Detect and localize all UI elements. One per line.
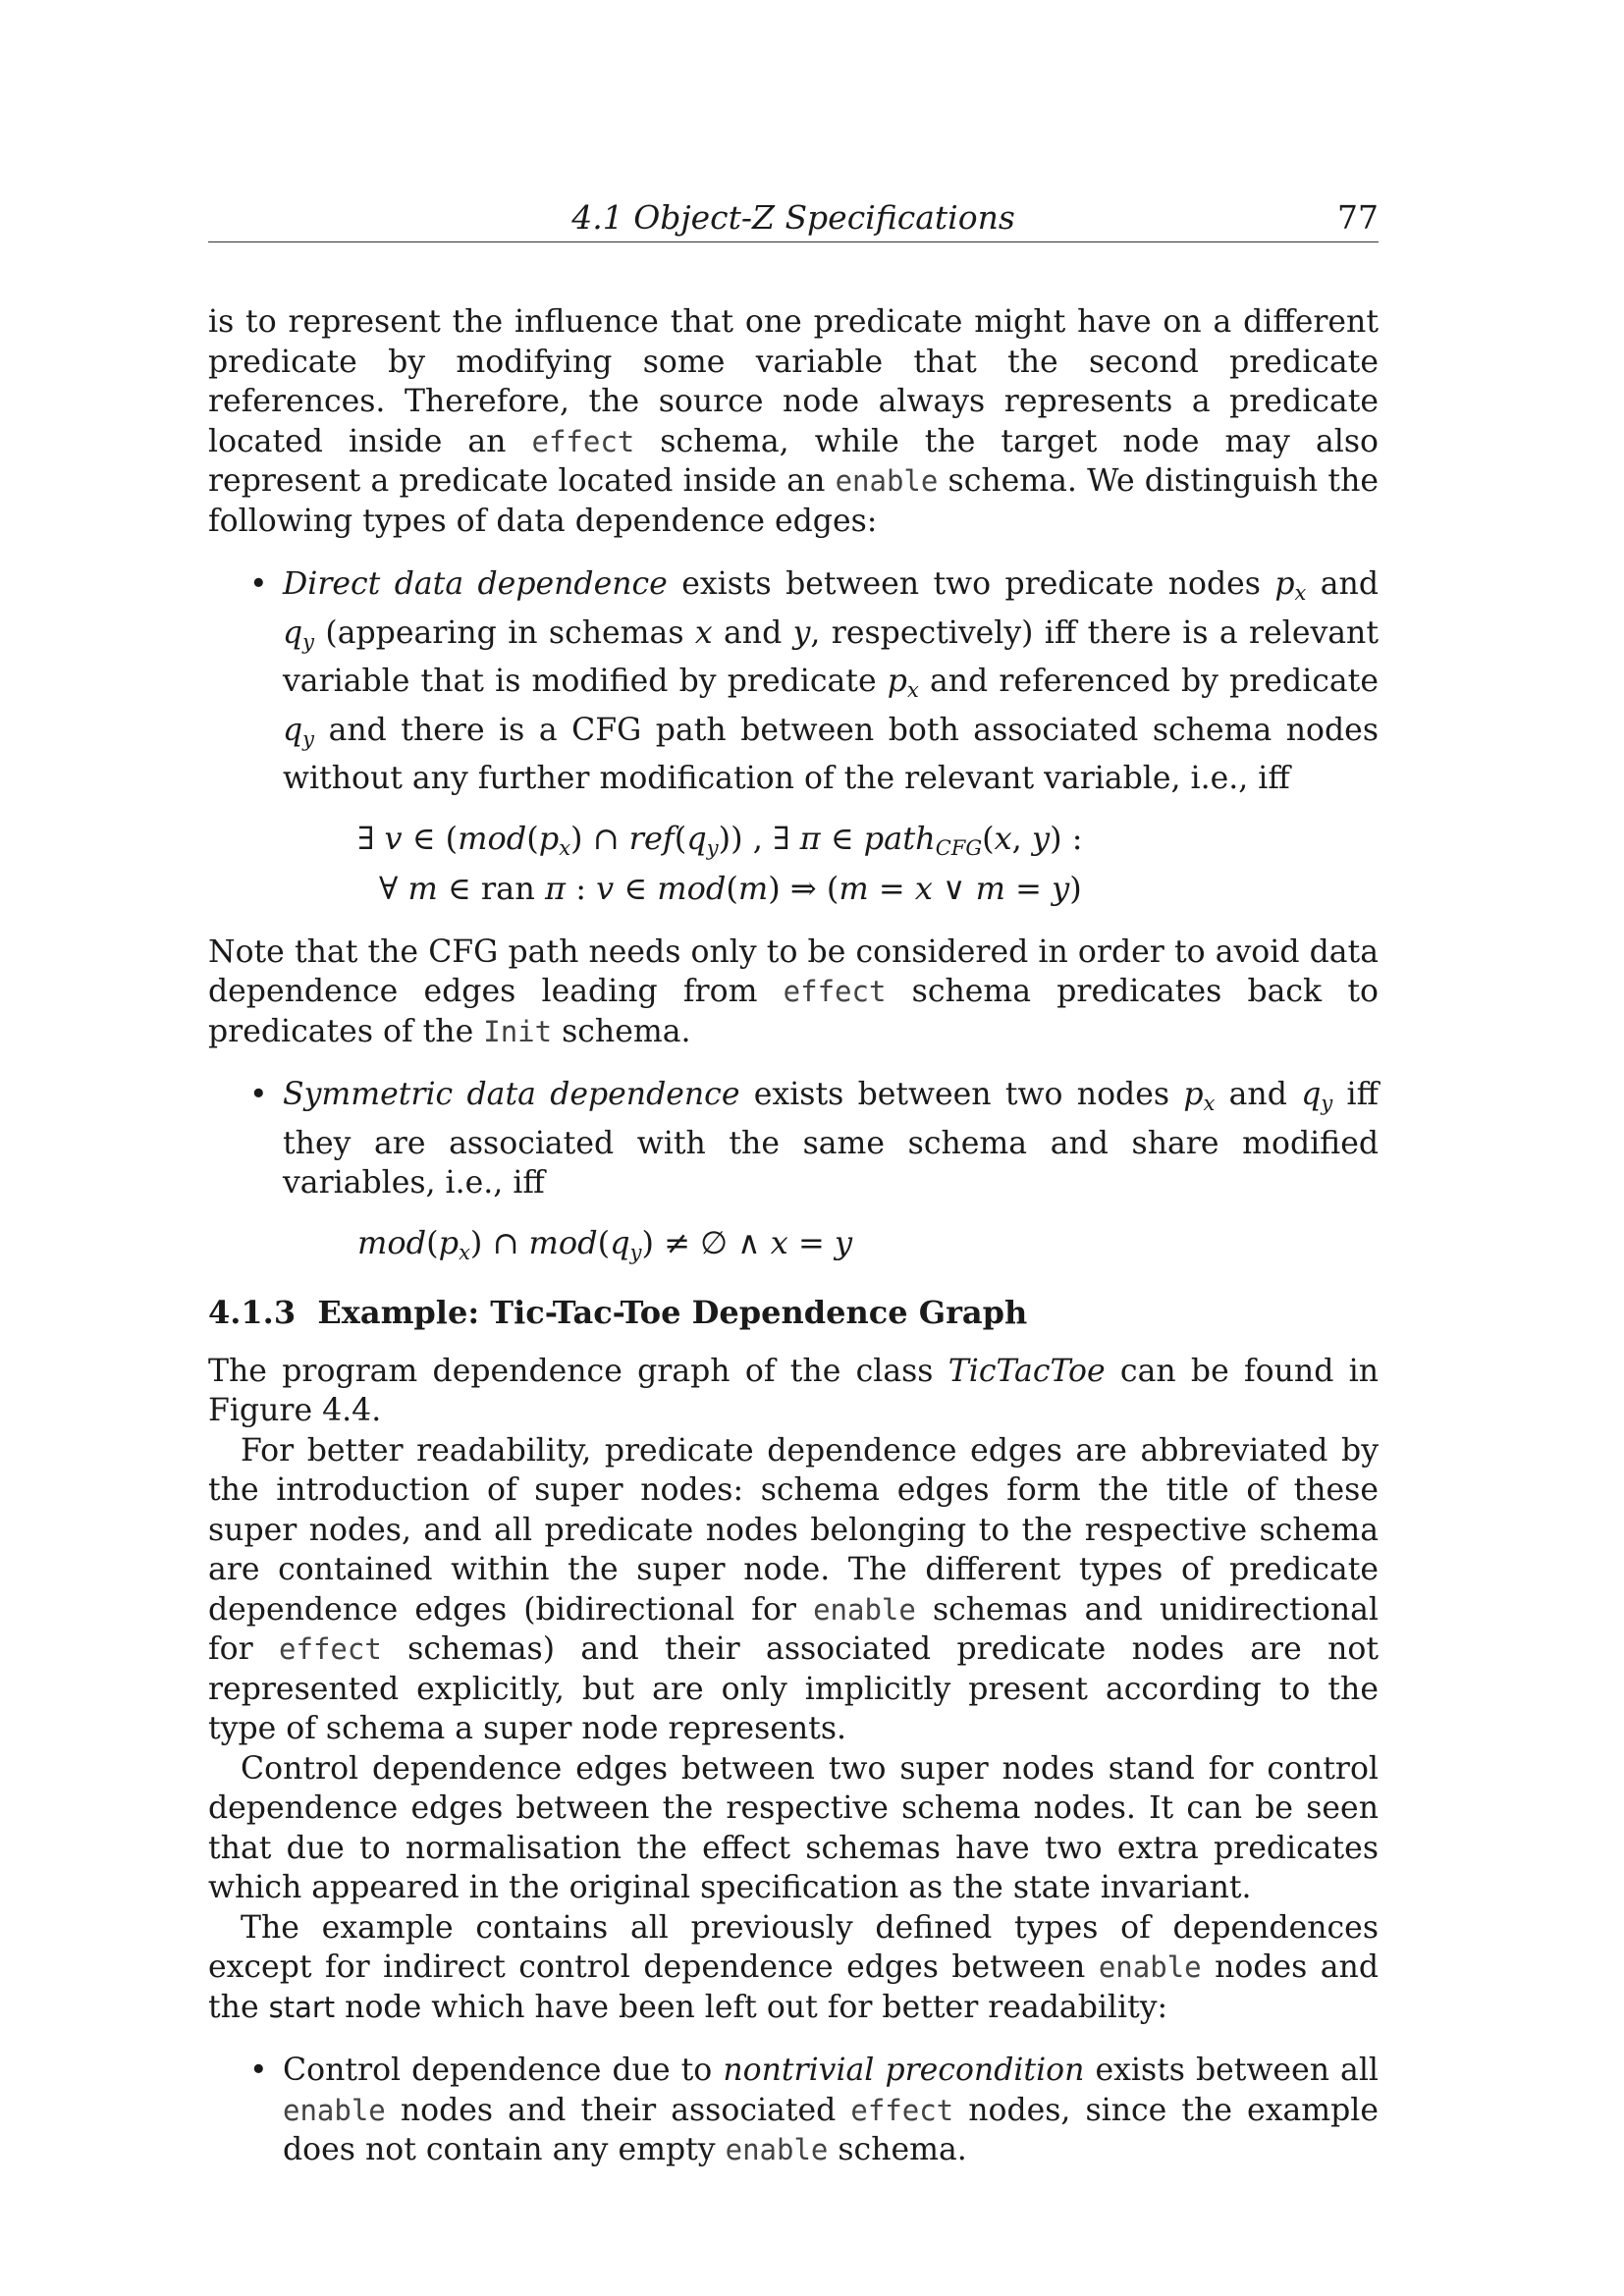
paragraph-super-nodes: For better readability, predicate dependence edges are abbreviated by the introduction of super nodes: schema edges form the title of these super nodes, and all predicate nodes belonging to the respective schema are contained within the super node. The different types of predicate dependence edges (bidirectional for enable schemas and unidirectional for effect schemas) and their associated predicate nodes are not represented explicitly, but are only implicitly present according to the type of schema a super node represents. <box>208 1432 1380 1746</box>
code-enable: enable <box>835 464 939 498</box>
paragraph-control-dependence: Control dependence edges between two super nodes stand for control dependence edges between the respective schema nodes. It can be seen that due to normalisation the effect schemas have two extra predicates which appeared in the original specification as the state invariant. <box>208 1750 1379 1905</box>
formula-line: $mod(p_x)$ ∩ $mod(q_y)$ ≠ ∅ ∧ x = y <box>357 1223 853 1264</box>
code-effect: effect <box>850 2093 954 2127</box>
term-symmetric-data-dependence: Symmetric data dependence <box>283 1077 740 1112</box>
code-enable: enable <box>725 2133 829 2166</box>
formula-symmetric-data-dependence <box>208 1223 1379 1273</box>
code-effect: effect <box>531 424 635 458</box>
code-init: Init <box>483 1014 553 1048</box>
bullet-control-dependence: • Control dependence due to nontrivial precondition exists between all enable nodes and their associated effect nodes, since the example does not contain any empty enable schema. <box>249 2053 1379 2167</box>
paragraph-figure-reference: The program dependence graph of the class TicTacToe can be found in Figure 4.4. <box>208 1353 1380 1428</box>
running-header <box>208 196 1379 242</box>
bullet-direct-data-dependence: • Direct data dependence exists between two predicate nodes $p_x$ and $q_y$ (appearing in schemas x and y, respectively) iff there is a relevant variable that is modified by predicate $p_x$ and referenced by predicate $q_y$ and there is a CFG path between both associated schema nodes without any further modification of the relevant variable, i.e., iff <box>249 566 1380 796</box>
header-title: 4.1 Object-Z Specifications <box>571 198 1015 237</box>
formula-line-2: ∀ m ∈ ran π : v ∈ mod(m) ⇒ (m = x ∨ m = y) <box>379 869 1082 907</box>
section-heading <box>208 1293 1379 1332</box>
section-number: 4.1.3 <box>208 1293 297 1331</box>
code-effect: effect <box>783 975 887 1008</box>
page-number: 77 <box>1337 198 1379 237</box>
section-title: Example: Tic-Tac-Toe Dependence Graph <box>317 1293 1028 1331</box>
body-text <box>208 302 1379 2170</box>
bullet-list-1 <box>208 564 1379 799</box>
bullet-symmetric-data-dependence: • Symmetric data dependence exists between two nodes $p_x$ and $q_y$ iff they are associated with the same schema and share modified variables, i.e., iff <box>249 1077 1380 1201</box>
bullet-list-2 <box>208 1075 1379 1203</box>
class-name: TicTacToe <box>947 1353 1106 1389</box>
term-nontrivial-precondition: nontrivial precondition <box>723 2053 1085 2088</box>
start-node-label: start <box>268 1990 336 2024</box>
formula-line-1: ∃ v ∈ ($mod(p_x)$ ∩ $ref(q_y)$) , ∃ π ∈ path$_{CFG}$(x, y) : <box>357 819 1083 860</box>
intro-paragraph: is to represent the influence that one predicate might have on a different predicate by modifying some variable that the second predicate references. Therefore, the source node always represents a predicate located inside an effect schema, while the target node may also represent a predicate located inside an enable schema. We distinguish the following types of data dependence edges: <box>208 304 1379 539</box>
bullet-list-3 <box>208 2051 1379 2170</box>
bullet-icon: • <box>249 1077 268 1112</box>
bullet-icon: • <box>249 2053 268 2088</box>
formula-direct-data-dependence <box>208 819 1379 909</box>
code-effect: effect <box>279 1632 382 1666</box>
code-enable: enable <box>813 1592 916 1627</box>
paragraph-example-contents: The example contains all previously defined types of dependences except for indirect control dependence edges between enable nodes and the start node which have been left out for better readability: <box>208 1909 1379 2025</box>
code-enable: enable <box>283 2093 386 2127</box>
code-enable: enable <box>1098 1950 1202 1984</box>
bullet-icon: • <box>249 566 268 602</box>
term-direct-data-dependence: Direct data dependence <box>283 566 668 602</box>
note-paragraph: Note that the CFG path needs only to be considered in order to avoid data dependence edges leading from effect schema predicates back to predicates of the Init schema. <box>208 934 1379 1049</box>
